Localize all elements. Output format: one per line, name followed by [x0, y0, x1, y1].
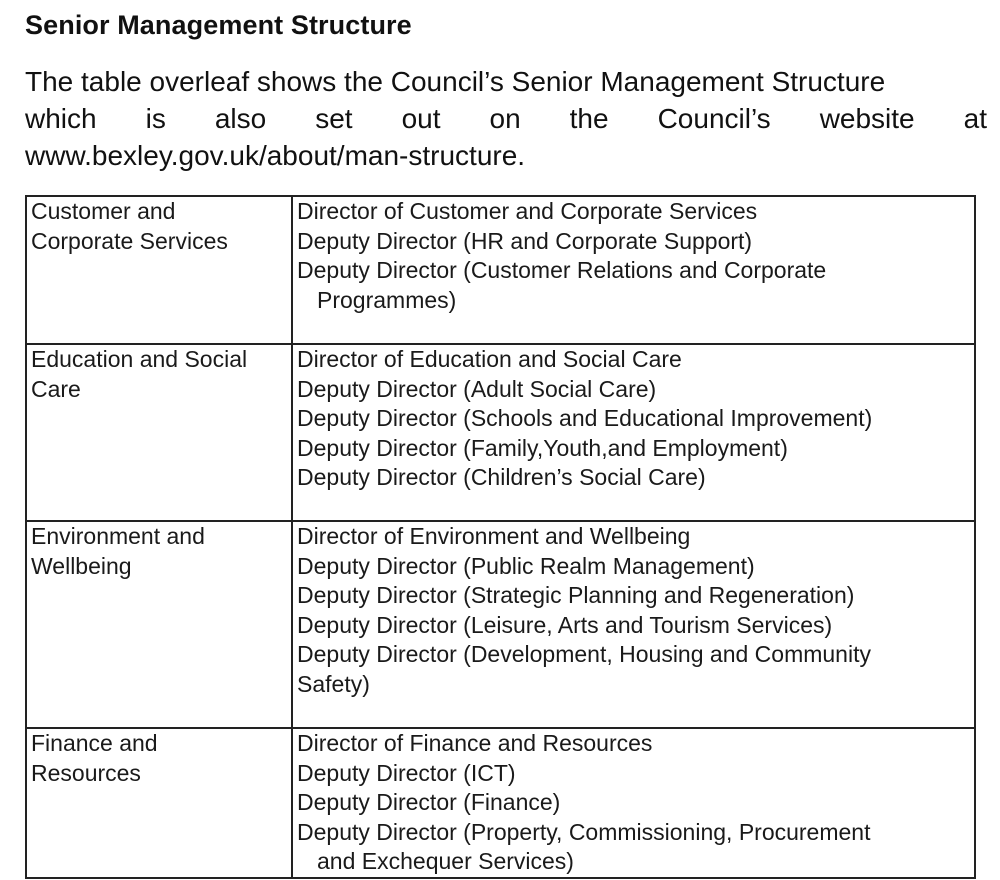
role-item: Deputy Director (ICT)	[297, 759, 516, 786]
role-item: Director of Customer and Corporate Services	[297, 198, 758, 224]
table-row	[26, 196, 975, 344]
table-row	[26, 344, 975, 521]
intro-line-3-website-url: www.bexley.gov.uk/about/man-structure.	[25, 140, 526, 171]
role-item: Director of Finance and Resources	[297, 730, 653, 756]
role-item: Deputy Director (Adult Social Care)	[297, 375, 657, 402]
roles-cell	[292, 728, 975, 878]
role-item: Deputy Director (HR and Corporate Support)	[297, 227, 753, 254]
table-row	[26, 521, 975, 728]
role-item: Deputy Director (Family,Youth,and Employment)	[297, 434, 788, 461]
role-item: Deputy Director (Finance)	[297, 789, 561, 815]
role-item: Deputy Director (Strategic Planning and Regeneration)	[297, 582, 855, 608]
role-item: Deputy Director (Public Realm Management)	[297, 552, 755, 579]
department-name-line: Resources	[31, 759, 141, 786]
department-name-line: Finance and	[31, 730, 158, 756]
intro-paragraph	[25, 63, 987, 174]
role-item	[297, 256, 970, 315]
role-item: Deputy Director (Leisure, Arts and Tourism Services)	[297, 611, 833, 638]
role-text-continuation: Programmes)	[317, 286, 457, 313]
role-text-continuation: and Exchequer Services)	[317, 848, 574, 874]
department-name-line: Customer and	[31, 198, 176, 224]
role-text: Deputy Director (Development, Housing and Community	[297, 641, 871, 667]
table-row	[26, 728, 975, 878]
department-cell	[26, 196, 292, 344]
department-cell	[26, 728, 292, 878]
roles-cell	[292, 344, 975, 521]
senior-management-table	[25, 195, 976, 879]
department-cell	[26, 521, 292, 728]
role-item: Deputy Director (Children’s Social Care)	[297, 464, 706, 490]
department-name-line: Education and Social	[31, 346, 248, 372]
page-heading: Senior Management Structure	[25, 10, 412, 40]
role-item: Director of Education and Social Care	[297, 346, 682, 372]
intro-line-2: which is also set out on the Council’s website at	[25, 103, 987, 134]
role-item: Deputy Director (Schools and Educational Improvement)	[297, 405, 873, 431]
department-name-line: Environment and	[31, 523, 205, 549]
role-text-continuation: Safety)	[297, 670, 370, 697]
role-item	[297, 640, 970, 699]
department-cell	[26, 344, 292, 521]
role-text: Deputy Director (Property, Commissioning, Procurement	[297, 818, 871, 845]
role-item	[297, 818, 970, 877]
department-name-line: Wellbeing	[31, 552, 132, 579]
intro-line-1: The table overleaf shows the Council’s Senior Management Structure	[25, 66, 886, 97]
department-name-line: Care	[31, 375, 81, 402]
roles-cell	[292, 196, 975, 344]
department-name-line: Corporate Services	[31, 227, 228, 254]
roles-cell	[292, 521, 975, 728]
role-text: Deputy Director (Customer Relations and Corporate	[297, 257, 827, 283]
role-item: Director of Environment and Wellbeing	[297, 523, 691, 549]
